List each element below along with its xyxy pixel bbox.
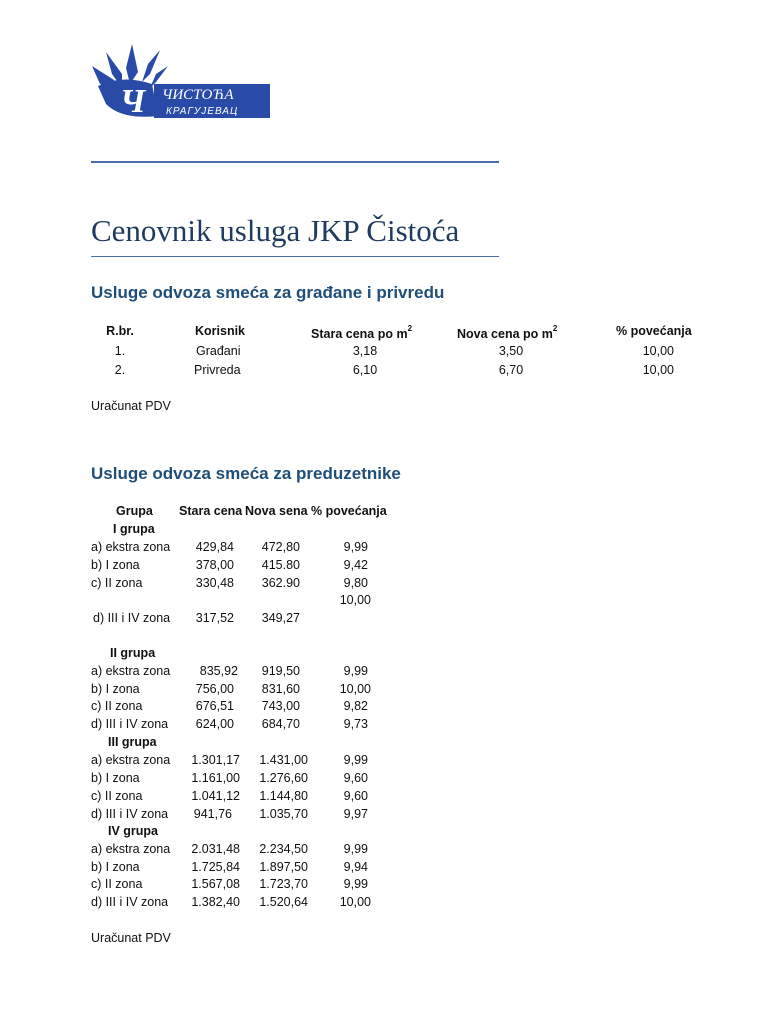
table-cell: 9,42 [343, 558, 368, 572]
table-cell: 362.90 [261, 576, 300, 590]
table-cell: 9,82 [343, 699, 368, 713]
col-header-grupa: Grupa [116, 504, 153, 518]
table-cell: 10,00 [642, 344, 674, 358]
table-cell: 1.725,84 [191, 860, 240, 874]
table-cell: 10,00 [642, 363, 674, 377]
zone-label: a) ekstra zona [91, 842, 171, 856]
table-cell: 6,70 [498, 363, 524, 377]
table-cell: 317,52 [195, 611, 234, 625]
table-cell: 1.897,50 [259, 860, 308, 874]
col-header-pov: % povećanja [311, 504, 387, 518]
table-cell: 919,50 [261, 664, 300, 678]
table-cell: 1.041,12 [191, 789, 240, 803]
table-cell: 6,10 [352, 363, 378, 377]
col-header-stara-cena: Stara cena [179, 504, 243, 518]
table-cell: 684,70 [261, 717, 300, 731]
table-cell: 9,99 [343, 753, 368, 767]
table-cell: 9,94 [343, 860, 368, 874]
group-title: III grupa [108, 735, 157, 749]
title-underline [91, 256, 499, 257]
table-cell: 9,60 [343, 789, 368, 803]
zone-label: b) I zona [91, 860, 140, 874]
table-cell: 9,73 [343, 717, 368, 731]
zone-label: c) II zona [91, 789, 143, 803]
table-cell: 1.301,17 [191, 753, 240, 767]
zone-label: d) III i IV zona [93, 611, 171, 625]
group-title: I grupa [113, 522, 155, 536]
table-cell: 415.80 [261, 558, 300, 572]
table-cell: 1.382,40 [191, 895, 240, 909]
table-cell: 756,00 [195, 682, 234, 696]
table-cell: 3,18 [352, 344, 378, 358]
col-header-rbr: R.br. [106, 324, 134, 338]
table-cell: 2.234,50 [259, 842, 308, 856]
zone-label: b) I zona [91, 771, 140, 785]
group-title: II grupa [110, 646, 156, 660]
zone-label: c) II zona [91, 576, 143, 590]
col-header-nova-sena: Nova sena [245, 504, 308, 518]
table-cell: 1.144,80 [259, 789, 308, 803]
table-cell: 1.723,70 [259, 877, 308, 891]
table-cell: 472,80 [261, 540, 300, 554]
header-rule [91, 161, 499, 163]
logo-line1: ЧИСТОЋА [162, 87, 234, 103]
table-cell: 1.161,00 [191, 771, 240, 785]
zone-label: b) I zona [91, 682, 140, 696]
table-cell: 9,99 [343, 540, 368, 554]
table-cell: 1. [114, 344, 126, 358]
zone-label: a) ekstra zona [91, 753, 171, 767]
section2-heading: Usluge odvoza smeća za preduzetnike [91, 464, 401, 483]
section1-heading: Usluge odvoza smeća za građane i privredu [91, 283, 445, 302]
table-cell: 10,00 [339, 682, 371, 696]
col-header-nova: Nova cena po $m^2$ [457, 324, 558, 342]
table-cell: 1.567,08 [191, 877, 240, 891]
table-cell: 835,92 [199, 664, 238, 678]
table-cell: 429,84 [195, 540, 234, 554]
zone-label: a) ekstra zona [91, 664, 171, 678]
table-cell: 9,99 [343, 842, 368, 856]
table-cell: Građani [196, 344, 241, 358]
vat-note: Uračunat PDV [91, 399, 171, 413]
table-cell: 10,00 [339, 895, 371, 909]
table-cell: 2. [114, 363, 126, 377]
zone-label: d) III i IV zona [91, 807, 169, 821]
table-cell: 2.031,48 [191, 842, 240, 856]
table-cell: 9,99 [343, 877, 368, 891]
table-cell: 378,00 [195, 558, 234, 572]
zone-label: b) I zona [91, 558, 140, 572]
table-cell: 831,60 [261, 682, 300, 696]
zone-label: d) III i IV zona [91, 717, 169, 731]
col-header-stara: Stara cena po $m^2$ [311, 324, 413, 342]
table-cell: 624,00 [195, 717, 234, 731]
table-cell: 676,51 [195, 699, 234, 713]
vat-note: Uračunat PDV [91, 931, 171, 945]
col-header-korisnik: Korisnik [195, 324, 246, 338]
table-cell: 330,48 [195, 576, 234, 590]
table-cell: 9,99 [343, 664, 368, 678]
table-cell: 1.520,64 [259, 895, 308, 909]
table-cell: 3,50 [498, 344, 524, 358]
table-cell: 1.276,60 [259, 771, 308, 785]
table-cell: 10,00 [339, 593, 371, 607]
table-cell: 941,76 [193, 807, 232, 821]
group-title: IV grupa [108, 824, 159, 838]
company-logo [92, 44, 272, 120]
zone-label: c) II zona [91, 877, 143, 891]
table-cell: 743,00 [261, 699, 300, 713]
zone-label: a) ekstra zona [91, 540, 171, 554]
logo-line2: КРАГУЈЕВАЦ [166, 106, 239, 117]
table-cell: 349,27 [261, 611, 300, 625]
table-cell: Privreda [194, 363, 241, 377]
table-cell: 1.035,70 [259, 807, 308, 821]
zone-label: c) II zona [91, 699, 143, 713]
page-title: Cenovnik usluga JKP Čistoća [91, 213, 460, 248]
table-cell: 9,97 [343, 807, 368, 821]
zone-label: d) III i IV zona [91, 895, 169, 909]
svg-text:Ч: Ч [120, 83, 146, 120]
table-cell: 1.431,00 [259, 753, 308, 767]
col-header-povecanja: % povećanja [616, 324, 692, 338]
table-cell: 9,80 [343, 576, 368, 590]
table-cell: 9,60 [343, 771, 368, 785]
